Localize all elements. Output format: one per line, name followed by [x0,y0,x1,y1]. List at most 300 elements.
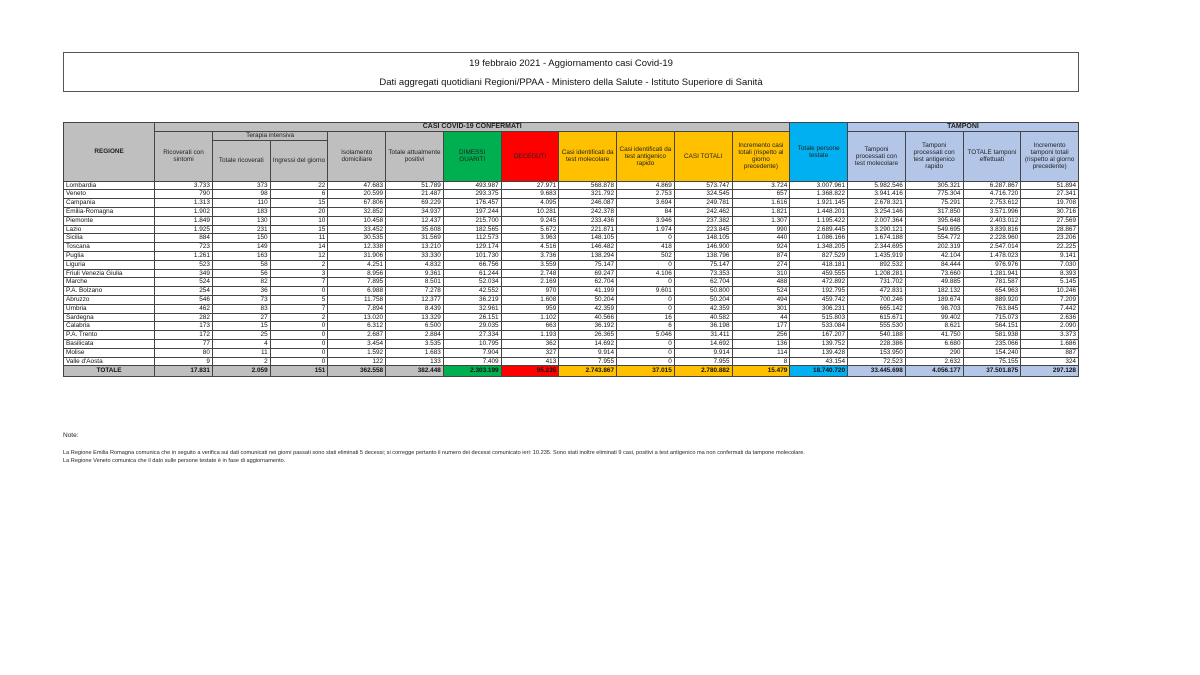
table-cell: 10.246 [1021,287,1079,296]
table-cell: 2.743.867 [559,366,617,377]
table-cell: 149 [212,243,270,252]
col-header-tamponi-totale: TOTALE tamponi effettuati [963,131,1021,181]
table-cell: 254 [155,287,213,296]
table-cell: 182.565 [443,225,501,234]
table-cell: 20 [270,207,328,216]
table-cell: 546 [155,295,213,304]
table-cell: 154.240 [963,348,1021,357]
table-cell: 0 [270,339,328,348]
table-cell: 324 [1021,357,1079,366]
table-cell: 2.687 [328,331,386,340]
table-cell: 306.231 [790,304,848,313]
table-cell: 49.885 [905,278,963,287]
region-name: Sicilia [64,234,155,243]
table-cell: 9.601 [617,287,675,296]
table-cell: 72.523 [848,357,906,366]
report-subtitle: Dati aggregati quotidiani Regioni/PPAA - Ministero della Salute - Istituto Superiore di Sanità [379,77,763,88]
table-cell: 40.566 [559,313,617,322]
table-row [64,322,1079,331]
region-name: Lombardia [64,181,155,190]
table-cell: 41.199 [559,287,617,296]
table-cell: 663 [501,322,559,331]
table-cell: 2.632 [905,357,963,366]
table-body [64,181,1079,377]
table-cell: 12.338 [328,243,386,252]
table-cell: 95.235 [501,366,559,377]
table-cell: 37.501.875 [963,366,1021,377]
table-row [64,251,1079,260]
table-cell: 2.169 [501,278,559,287]
table-cell: 4.095 [501,199,559,208]
table-cell: 7.955 [559,357,617,366]
table-cell: 21.487 [386,190,444,199]
table-cell: 112.573 [443,234,501,243]
table-cell: 7.955 [674,357,732,366]
table-cell: 138.796 [674,251,732,260]
table-cell: 1.193 [501,331,559,340]
table-cell: 362 [501,339,559,348]
table-cell: 133 [386,357,444,366]
table-cell: 6.680 [905,339,963,348]
table-cell: 235.066 [963,339,1021,348]
table-cell: 11 [212,348,270,357]
table-cell: 0 [617,295,675,304]
report-header [63,52,1079,92]
table-cell: 3.724 [732,181,790,190]
table-cell: 12 [270,251,328,260]
table-cell: 488 [732,278,790,287]
table-cell: 324.545 [674,190,732,199]
table-cell: 82 [212,278,270,287]
table-cell: 62.704 [674,278,732,287]
region-name: Campania [64,199,155,208]
table-cell: 20.599 [328,190,386,199]
table-cell: 459.742 [790,295,848,304]
table-cell: 27.569 [1021,216,1079,225]
table-cell: 114 [732,348,790,357]
table-cell: 2.403.012 [963,216,1021,225]
table-cell: 8 [732,357,790,366]
table-cell: 976.976 [963,260,1021,269]
table-cell: 51.894 [1021,181,1079,190]
table-cell: 2.689.445 [790,225,848,234]
table-cell: 153.950 [848,348,906,357]
table-row [64,260,1079,269]
table-cell: 167.207 [790,331,848,340]
total-row [64,366,1079,377]
table-cell: 827.529 [790,251,848,260]
table-cell: 42.552 [443,287,501,296]
table-cell: 373 [212,181,270,190]
table-cell: 7 [270,278,328,287]
table-cell: 19.708 [1021,199,1079,208]
table-cell: 1.616 [732,199,790,208]
table-cell: 163 [212,251,270,260]
table-cell: 1.608 [501,295,559,304]
table-cell: 7.030 [1021,260,1079,269]
table-cell: 7.895 [328,278,386,287]
table-cell: 317.850 [905,207,963,216]
table-cell: 27.334 [443,331,501,340]
table-cell: 192.795 [790,287,848,296]
table-cell: 35.608 [386,225,444,234]
table-cell: 1.902 [155,207,213,216]
table-cell: 98.703 [905,304,963,313]
table-cell: 1.683 [386,348,444,357]
table-cell: 1.925 [155,225,213,234]
table-cell: 524 [732,287,790,296]
table-cell: 27.971 [501,181,559,190]
table-cell: 5 [270,295,328,304]
table-cell: 51.789 [386,181,444,190]
table-cell: 11.758 [328,295,386,304]
table-cell: 36.192 [559,322,617,331]
col-header-antigenico: Casi identificati da test antigenico rapido [617,131,675,181]
col-header-molecolare: Casi identificati da test molecolare [559,131,617,181]
region-name: Sardegna [64,313,155,322]
table-cell: 1.261 [155,251,213,260]
col-header-ti-totale: Totale ricoverati [212,140,270,181]
table-cell: 413 [501,357,559,366]
table-cell: 98 [212,190,270,199]
table-cell: 8.439 [386,304,444,313]
table-cell: 6 [270,190,328,199]
table-cell: 1.281.941 [963,269,1021,278]
table-cell: 129.174 [443,243,501,252]
table-cell: 327 [501,348,559,357]
table-cell: 146.482 [559,243,617,252]
table-cell: 502 [617,251,675,260]
table-cell: 3.736 [501,251,559,260]
table-cell: 573.747 [674,181,732,190]
table-cell: 615.671 [848,313,906,322]
table-row [64,304,1079,313]
table-cell: 523 [155,260,213,269]
group-header-confirmed: CASI COVID-19 CONFERMATI [155,123,790,132]
table-cell: 0 [270,357,328,366]
table-cell: 47.683 [328,181,386,190]
table-cell: 15 [270,225,328,234]
table-cell: 0 [617,339,675,348]
table-cell: 138.294 [559,251,617,260]
table-cell: 654.963 [963,287,1021,296]
table-cell: 310 [732,269,790,278]
table-cell: 1.686 [1021,339,1079,348]
table-cell: 15.479 [732,366,790,377]
table-cell: 12.377 [386,295,444,304]
table-cell: 362.558 [328,366,386,377]
table-cell: 83 [212,304,270,313]
table-cell: 31.569 [386,234,444,243]
table-cell: 1.592 [328,348,386,357]
table-cell: 775.304 [905,190,963,199]
table-cell: 5.145 [1021,278,1079,287]
table-cell: 12.437 [386,216,444,225]
col-header-tamponi-molecolare: Tamponi processati con test molecolare [848,131,906,181]
table-cell: 66.756 [443,260,501,269]
table-cell: 75.147 [559,260,617,269]
table-cell: 13.329 [386,313,444,322]
table-cell: 349 [155,269,213,278]
table-cell: 75.291 [905,199,963,208]
table-cell: 15 [270,199,328,208]
table-cell: 10.281 [501,207,559,216]
table-cell: 8.501 [386,278,444,287]
table-cell: 297.128 [1021,366,1079,377]
report-title: 19 febbraio 2021 - Aggiornamento casi Covid-19 [469,58,673,69]
table-cell: 4.056.177 [905,366,963,377]
table-cell: 1.102 [501,313,559,322]
col-header-ti-ingressi: Ingressi del giorno [270,140,328,181]
table-cell: 36.219 [443,295,501,304]
table-cell: 84 [617,207,675,216]
table-cell: 233.436 [559,216,617,225]
table-cell: 6.500 [386,322,444,331]
table-cell: 290 [905,348,963,357]
table-cell: 884 [155,234,213,243]
table-row [64,331,1079,340]
region-name: Veneto [64,190,155,199]
table-cell: 202.319 [905,243,963,252]
table-cell: 26.151 [443,313,501,322]
table-cell: 2.344.695 [848,243,906,252]
table-cell: 10 [270,216,328,225]
group-header-terapia: Terapia intensiva [212,131,327,140]
table-cell: 2.678.321 [848,199,906,208]
table-cell: 2 [270,313,328,322]
table-cell: 3.007.961 [790,181,848,190]
table-cell: 67.806 [328,199,386,208]
table-cell: 3.733 [155,181,213,190]
table-cell: 0 [617,304,675,313]
table-cell: 7.894 [328,304,386,313]
table-cell: 990 [732,225,790,234]
table-cell: 32.961 [443,304,501,313]
table-cell: 69.247 [559,269,617,278]
table-cell: 3.535 [386,339,444,348]
table-cell: 11 [270,234,328,243]
table-cell: 6.312 [328,322,386,331]
table-cell: 2.753 [617,190,675,199]
table-cell: 2.748 [501,269,559,278]
table-cell: 524 [155,278,213,287]
table-cell: 151 [270,366,328,377]
table-cell: 9 [155,357,213,366]
table-cell: 1.849 [155,216,213,225]
table-cell: 58 [212,260,270,269]
table-row [64,225,1079,234]
table-cell: 146.900 [674,243,732,252]
table-row [64,269,1079,278]
table-cell: 781.587 [963,278,1021,287]
table-cell: 7.278 [386,287,444,296]
table-cell: 1.313 [155,199,213,208]
region-name: Piemonte [64,216,155,225]
table-cell: 14.692 [559,339,617,348]
table-cell: 0 [617,357,675,366]
table-cell: 221.871 [559,225,617,234]
table-cell: 3.941.416 [848,190,906,199]
region-name: P.A. Trento [64,331,155,340]
table-cell: 554.772 [905,234,963,243]
group-header-tamponi: TAMPONI [848,123,1079,132]
table-cell: 549.695 [905,225,963,234]
table-cell: 31.906 [328,251,386,260]
table-cell: 7.442 [1021,304,1079,313]
table-cell: 228.386 [848,339,906,348]
table-cell: 3.373 [1021,331,1079,340]
col-header-tamponi-antigenico: Tamponi processati con test antigenico rapido [905,131,963,181]
table-cell: 472.831 [848,287,906,296]
table-cell: 177 [732,322,790,331]
table-cell: 150 [212,234,270,243]
table-cell: 28.867 [1021,225,1079,234]
table-cell: 73.353 [674,269,732,278]
table-cell: 418.181 [790,260,848,269]
table-cell: 515.803 [790,313,848,322]
table-cell: 301 [732,304,790,313]
table-cell: 274 [732,260,790,269]
table-cell: 7 [270,304,328,313]
table-cell: 3 [270,269,328,278]
table-cell: 924 [732,243,790,252]
table-cell: 101.730 [443,251,501,260]
table-cell: 4 [212,339,270,348]
table-cell: 189.674 [905,295,963,304]
table-cell: 136 [732,339,790,348]
table-row [64,181,1079,190]
table-cell: 16 [617,313,675,322]
table-cell: 183 [212,207,270,216]
table-cell: 99.402 [905,313,963,322]
table-cell: 17.831 [155,366,213,377]
table-cell: 1.348.205 [790,243,848,252]
table-cell: 493.987 [443,181,501,190]
col-header-tamponi-incremento: Incremento tamponi totali (rispetto al giorno precedente) [1021,131,1079,181]
table-cell: 173 [155,322,213,331]
table-cell: 43.154 [790,357,848,366]
table-cell: 6.287.867 [963,181,1021,190]
table-cell: 1.448.201 [790,207,848,216]
table-cell: 7.409 [443,357,501,366]
col-header-regione: REGIONE [64,123,155,182]
table-cell: 23.206 [1021,234,1079,243]
table-cell: 172 [155,331,213,340]
table-cell: 8.956 [328,269,386,278]
table-cell: 462 [155,304,213,313]
table-cell: 5.672 [501,225,559,234]
table-cell: 75.155 [963,357,1021,366]
region-name: Liguria [64,260,155,269]
table-cell: 3.571.996 [963,207,1021,216]
col-header-dimessi: DIMESSI GUARITI [443,131,501,181]
table-cell: 30.535 [328,234,386,243]
table-cell: 4.106 [617,269,675,278]
table-cell: 7.209 [1021,295,1079,304]
table-cell: 30.716 [1021,207,1079,216]
table-cell: 9.914 [674,348,732,357]
table-cell: 41.750 [905,331,963,340]
table-cell: 50.204 [674,295,732,304]
col-header-incremento: Incremento casi totali (rispetto al giorno precedente) [732,131,790,181]
table-cell: 10.458 [328,216,386,225]
table-cell: 182.132 [905,287,963,296]
table-row [64,313,1079,322]
table-cell: 52.034 [443,278,501,287]
table-cell: 61.244 [443,269,501,278]
notes-label: Note: [63,432,79,439]
table-cell: 440 [732,234,790,243]
table-cell: 25 [212,331,270,340]
region-name: Marche [64,278,155,287]
table-cell: 1.921.145 [790,199,848,208]
table-cell: 77 [155,339,213,348]
table-cell: 731.702 [848,278,906,287]
table-cell: 459.555 [790,269,848,278]
table-cell: 242.462 [674,207,732,216]
region-name: Friuli Venezia Giulia [64,269,155,278]
region-name: Lazio [64,225,155,234]
table-cell: 36 [212,287,270,296]
table-cell: 197.244 [443,207,501,216]
table-cell: 581.938 [963,331,1021,340]
note-veneto: La Regione Veneto comunica che il dato sulle persone testate è in fase di aggiornamento. [63,458,286,464]
table-cell: 1.307 [732,216,790,225]
table-cell: 533.084 [790,322,848,331]
table-cell: 0 [270,322,328,331]
table-cell: 2.007.364 [848,216,906,225]
table-cell: 13.210 [386,243,444,252]
table-cell: 34.937 [386,207,444,216]
table-cell: 122 [328,357,386,366]
table-cell: 22 [270,181,328,190]
table-cell: 9.914 [559,348,617,357]
table-cell: 29.035 [443,322,501,331]
table-cell: 555.530 [848,322,906,331]
region-name: Valle d'Aosta [64,357,155,366]
table-cell: 9.141 [1021,251,1079,260]
table-row [64,348,1079,357]
table-cell: 0 [617,260,675,269]
table-cell: 3.254.146 [848,207,906,216]
table-cell: 5.046 [617,331,675,340]
table-cell: 84.444 [905,260,963,269]
table-cell: 37.015 [617,366,675,377]
col-header-persone: Totale persone testate [790,123,848,182]
table-cell: 395.648 [905,216,963,225]
col-header-ricoverati: Ricoverati con sintomi [155,131,213,181]
table-cell: 32.852 [328,207,386,216]
table-row [64,234,1079,243]
table-cell: 418 [617,243,675,252]
table-cell: 27 [212,313,270,322]
table-cell: 2.753.612 [963,199,1021,208]
table-cell: 73.660 [905,269,963,278]
table-cell: 148.105 [674,234,732,243]
table-cell: 13.020 [328,313,386,322]
table-cell: 80 [155,348,213,357]
region-name: Abruzzo [64,295,155,304]
table-cell: 0 [270,331,328,340]
table-cell: 3.559 [501,260,559,269]
table-cell: 1.195.422 [790,216,848,225]
table-cell: 139.752 [790,339,848,348]
table-cell: 1.208.281 [848,269,906,278]
table-cell: 69.229 [386,199,444,208]
table-cell: 22.225 [1021,243,1079,252]
table-cell: 42.359 [674,304,732,313]
table-cell: 282 [155,313,213,322]
